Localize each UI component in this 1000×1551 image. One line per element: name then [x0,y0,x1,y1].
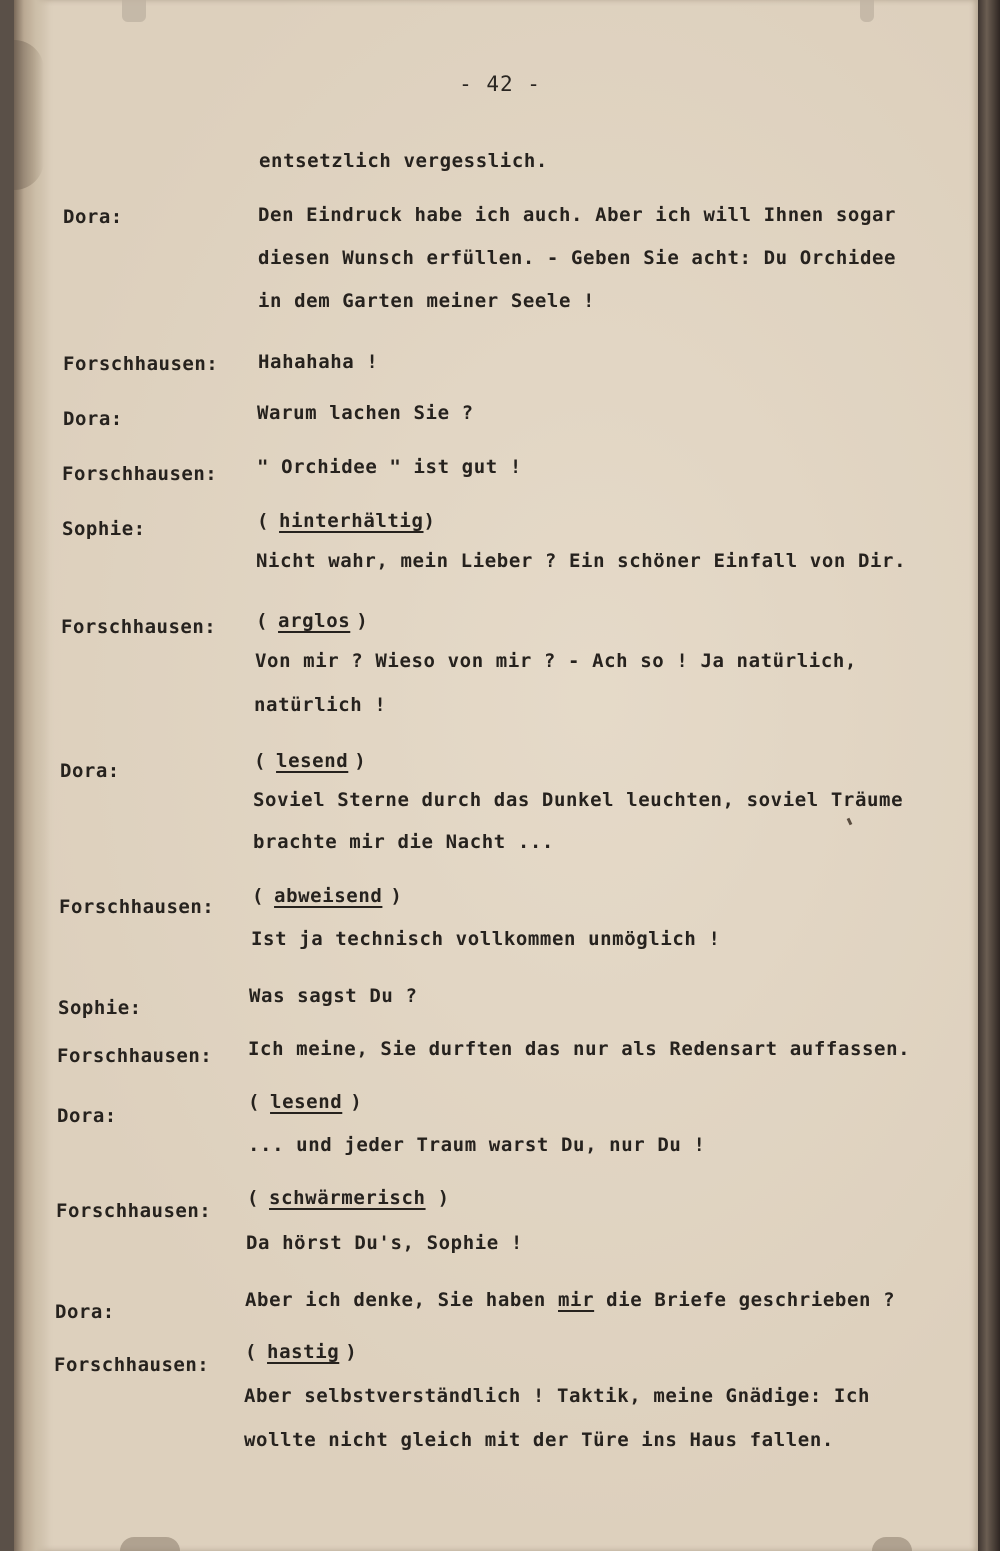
paren-close: ) [390,885,403,907]
paren-close: ) [423,510,436,532]
dialogue-line: brachte mir die Nacht ... [253,831,554,853]
paper-clip-shadow [120,1537,180,1551]
dialogue-line: Aber selbstverständlich ! Taktik, meine Gnädige: Ich [244,1385,871,1407]
stage-direction-text: abweisend [274,885,383,907]
speaker-label: Forschhausen: [62,463,218,485]
dialogue-line: entsetzlich vergesslich. [259,150,548,172]
speaker-label: Forschhausen: [56,1200,212,1222]
paren-close: ) [345,1341,358,1363]
paper-tab [860,0,874,22]
stage-direction [256,610,368,632]
dialogue-line: natürlich ! [254,694,387,716]
dialogue-line: Den Eindruck habe ich auch. Aber ich will Ihnen sogar [258,204,897,226]
page-binding-edge [14,0,50,1551]
paren-close: ) [350,1091,363,1113]
speaker-label: Dora: [57,1105,117,1127]
dialogue-text: Aber ich denke, Sie haben [245,1289,559,1311]
scanner-edge [978,0,1000,1551]
speaker-label: Dora: [63,408,123,430]
paren-open: ( [252,885,265,907]
paren-open: ( [256,610,269,632]
paren-close: ) [354,750,367,772]
page-number: - 42 - [459,72,541,96]
paper-clip-shadow [872,1537,912,1551]
binding-curl [14,40,44,190]
emphasized-word: mir [558,1289,595,1311]
stage-direction [245,1341,357,1363]
stage-direction-text: hastig [267,1341,340,1363]
dialogue-line: " Orchidee " ist gut ! [257,456,522,478]
speaker-label: Sophie: [58,997,142,1019]
stage-direction [248,1091,362,1113]
typewritten-page [14,0,978,1551]
speaker-label: Forschhausen: [63,353,219,375]
stage-direction [247,1187,450,1209]
speaker-label: Forschhausen: [61,616,217,638]
dialogue-line: Hahahaha ! [258,351,379,373]
dialogue-line: diesen Wunsch erfüllen. - Geben Sie acht: Du Orchidee [258,247,897,269]
dialogue-line: ... und jeder Traum warst Du, nur Du ! [248,1134,706,1156]
paren-close: ) [356,610,369,632]
dialogue-line: Soviel Sterne durch das Dunkel leuchten, soviel Träume [253,789,904,811]
paren-open: ( [247,1187,260,1209]
dialogue-line: Von mir ? Wieso von mir ? - Ach so ! Ja natürlich, [255,650,857,672]
speaker-label: Dora: [60,760,120,782]
dialogue-text: die Briefe geschrieben ? [594,1289,896,1311]
paren-open: ( [257,510,270,532]
dialogue-line: in dem Garten meiner Seele ! [258,290,596,312]
dialogue-line: Nicht wahr, mein Lieber ? Ein schöner Einfall von Dir. [256,550,907,572]
dialogue-line: Warum lachen Sie ? [257,402,474,424]
speaker-label: Dora: [55,1301,115,1323]
dialogue-line: Ich meine, Sie durften das nur als Redensart auffassen. [248,1038,911,1060]
stage-direction-text: lesend [270,1091,343,1113]
paren-open: ( [248,1091,261,1113]
speaker-label: Forschhausen: [54,1354,210,1376]
stage-direction [257,510,436,532]
speaker-label: Sophie: [62,518,146,540]
dialogue-line [245,1289,895,1311]
stage-direction [252,885,402,907]
speaker-label: Dora: [63,206,123,228]
paren-open: ( [245,1341,258,1363]
speaker-label: Forschhausen: [57,1045,213,1067]
stage-direction-text: lesend [276,750,349,772]
paper-tab [122,0,146,22]
stage-direction [254,750,366,772]
dialogue-line: Ist ja technisch vollkommen unmöglich ! [251,928,721,950]
speaker-label: Forschhausen: [59,896,215,918]
paren-close: ) [437,1187,450,1209]
stage-direction-text: arglos [278,610,351,632]
paren-open: ( [254,750,267,772]
dialogue-line: wollte nicht gleich mit der Türe ins Haus fallen. [244,1429,834,1451]
dialogue-line: Da hörst Du's, Sophie ! [246,1232,523,1254]
stage-direction-text: hinterhältig [279,510,424,532]
stage-direction-text: schwärmerisch [269,1187,426,1209]
dialogue-line: Was sagst Du ? [249,985,418,1007]
